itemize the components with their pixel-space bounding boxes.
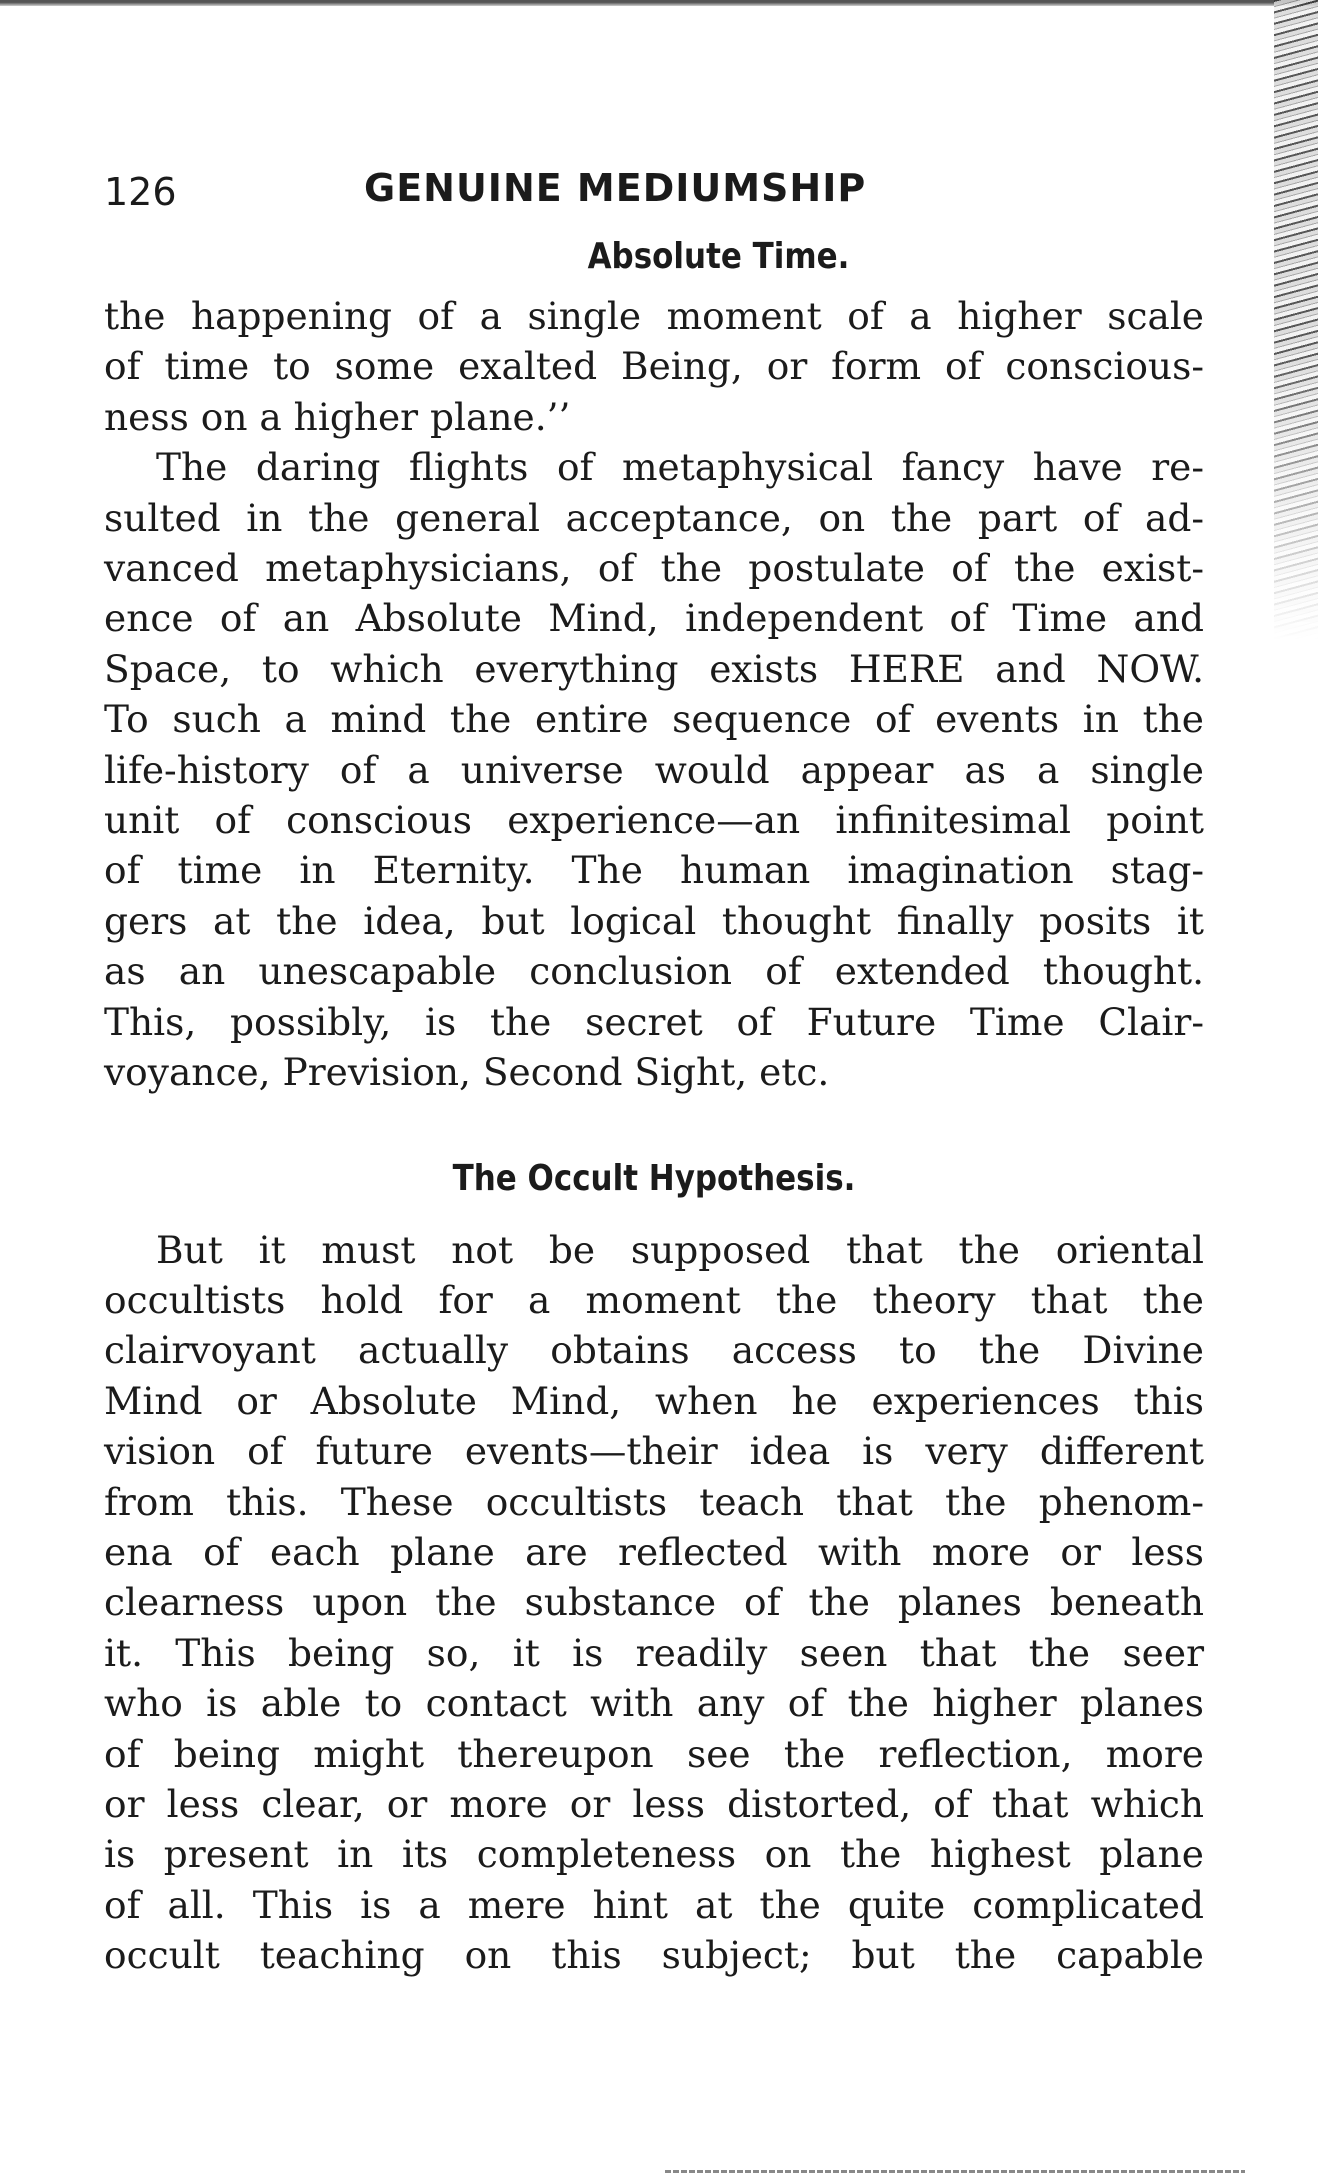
scan-bottom-edge xyxy=(665,2170,1245,2173)
text-line: Mind or Absolute Mind, when he experiences this xyxy=(104,1378,1204,1423)
text-line: occult teaching on this subject; but the capable xyxy=(104,1933,1204,1978)
page-number: 126 xyxy=(104,170,177,214)
text-line: from this. These occultists teach that the phenom- xyxy=(104,1479,1204,1524)
text-line: To such a mind the entire sequence of events in the xyxy=(104,697,1204,742)
book-page xyxy=(104,150,1204,1981)
section-heading-absolute-time: Absolute Time. xyxy=(587,236,850,277)
book-title: GENUINE MEDIUMSHIP xyxy=(364,166,867,210)
text-line: clearness upon the substance of the planes beneath xyxy=(104,1580,1204,1625)
text-line: it. This being so, it is readily seen that the seer xyxy=(104,1630,1204,1675)
text-line: gers at the idea, but logical thought finally posits it xyxy=(104,898,1204,943)
text-line: who is able to contact with any of the higher planes xyxy=(104,1681,1204,1726)
paragraph-daring-flights xyxy=(104,442,1204,1097)
text-line: of being might thereupon see the reflection, more xyxy=(104,1731,1204,1776)
text-line: occultists hold for a moment the theory that the xyxy=(104,1277,1204,1322)
text-line: ence of an Absolute Mind, independent of Time and xyxy=(104,596,1204,641)
text-line: The daring flights of metaphysical fancy have re- xyxy=(156,445,1204,490)
text-line: is present in its completeness on the highest plane xyxy=(104,1832,1204,1877)
section-heading-occult-hypothesis: The Occult Hypothesis. xyxy=(452,1157,856,1199)
text-line: Space, to which everything exists HERE and NOW. xyxy=(104,646,1204,691)
text-line: sulted in the general acceptance, on the part of ad- xyxy=(104,495,1204,540)
text-line: ena of each plane are reflected with more or less xyxy=(104,1529,1204,1574)
text-line: unit of conscious experience—an infinitesimal point xyxy=(104,798,1204,843)
text-line: voyance, Prevision, Second Sight, etc. xyxy=(104,1050,830,1095)
text-line: of time to some exalted Being, or form of conscious- xyxy=(104,344,1204,389)
text-line: clairvoyant actually obtains access to the Divine xyxy=(104,1328,1204,1373)
running-head xyxy=(104,150,1204,214)
text-line: But it must not be supposed that the oriental xyxy=(156,1227,1204,1272)
text-line: of all. This is a mere hint at the quite complicated xyxy=(104,1882,1204,1927)
text-line: life-history of a universe would appear as a single xyxy=(104,747,1204,792)
text-line: This, possibly, is the secret of Future Time Clair- xyxy=(104,999,1204,1044)
scan-page-edge-shadow xyxy=(1274,0,1318,640)
text-line: as an unescapable conclusion of extended thought. xyxy=(104,949,1204,994)
text-line: of time in Eternity. The human imagination stag- xyxy=(104,848,1204,893)
text-line: ness on a higher plane.’’ xyxy=(104,394,571,439)
text-line: vision of future events—their idea is very different xyxy=(104,1429,1204,1474)
text-line: the happening of a single moment of a higher scale xyxy=(104,294,1204,338)
text-line: or less clear, or more or less distorted, of that which xyxy=(104,1781,1204,1826)
scan-top-edge xyxy=(0,0,1318,6)
paragraph-continuation xyxy=(104,291,1204,442)
text-line: vanced metaphysicians, of the postulate of the exist- xyxy=(104,546,1204,591)
paragraph-oriental-occultists xyxy=(104,1225,1204,1981)
